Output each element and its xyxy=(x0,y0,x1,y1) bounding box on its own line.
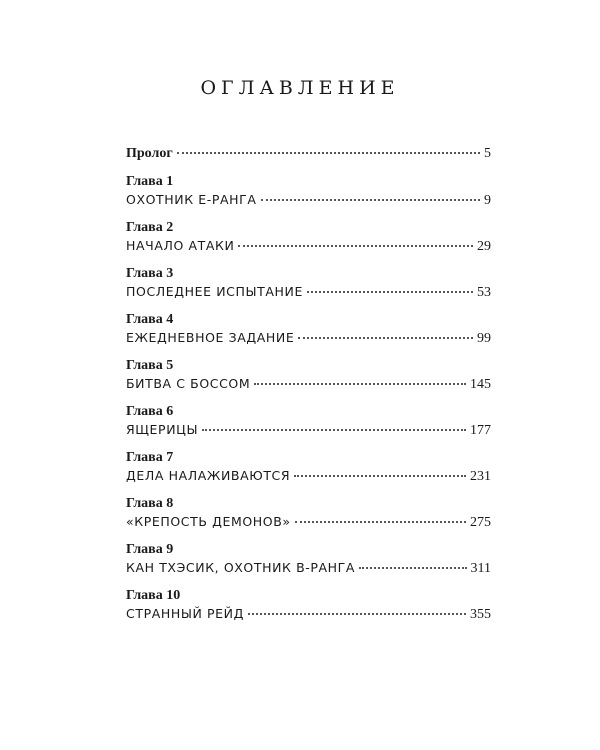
chapter-label: Глава 1 xyxy=(126,174,174,189)
page-number: 145 xyxy=(470,377,491,392)
chapter-label: Глава 5 xyxy=(126,358,174,373)
chapter-title: ЯЩЕРИЦЫ xyxy=(126,422,199,437)
chapter-label: Глава 9 xyxy=(126,542,174,557)
chapter-label: Глава 4 xyxy=(126,312,174,327)
page-number: 99 xyxy=(477,331,491,346)
toc-entry-chapter-1[interactable] xyxy=(126,174,491,220)
prologue-title: Пролог xyxy=(126,146,173,161)
chapter-title: НАЧАЛО АТАКИ xyxy=(126,238,235,253)
toc-entry-chapter-3[interactable] xyxy=(126,266,491,312)
chapter-title: КАН ТХЭСИК, ОХОТНИК В-РАНГА xyxy=(126,560,356,575)
toc-line xyxy=(126,422,491,438)
toc-line xyxy=(126,284,491,300)
toc-line xyxy=(126,606,491,622)
dot-leader xyxy=(177,152,480,154)
dot-leader xyxy=(298,337,473,339)
toc-line xyxy=(126,192,491,208)
chapter-title: ДЕЛА НАЛАЖИВАЮТСЯ xyxy=(126,468,291,483)
dot-leader xyxy=(295,521,466,523)
dot-leader xyxy=(248,613,466,615)
toc-entry-chapter-7[interactable] xyxy=(126,450,491,496)
chapter-title: «КРЕПОСТЬ ДЕМОНОВ» xyxy=(126,514,291,529)
chapter-title: СТРАННЫЙ РЕЙД xyxy=(126,606,244,621)
dot-leader xyxy=(359,567,466,569)
chapter-label: Глава 6 xyxy=(126,404,174,419)
toc-line xyxy=(126,514,491,530)
page-number: 5 xyxy=(484,146,491,161)
toc-entry-chapter-6[interactable] xyxy=(126,404,491,450)
chapter-label: Глава 7 xyxy=(126,450,174,465)
dot-leader xyxy=(254,383,466,385)
toc-entry-chapter-5[interactable] xyxy=(126,358,491,404)
toc-entry-chapter-8[interactable] xyxy=(126,496,491,542)
page-number: 53 xyxy=(477,285,491,300)
page-title: ОГЛАВЛЕНИЕ xyxy=(200,77,400,99)
toc-entry-chapter-2[interactable] xyxy=(126,220,491,266)
toc-entry-chapter-4[interactable] xyxy=(126,312,491,358)
dot-leader xyxy=(261,199,480,201)
page-number: 355 xyxy=(470,607,491,622)
toc-entry-chapter-10[interactable] xyxy=(126,588,491,634)
toc-line xyxy=(126,560,491,576)
toc-line xyxy=(126,330,491,346)
chapter-title: ПОСЛЕДНЕЕ ИСПЫТАНИЕ xyxy=(126,284,303,299)
dot-leader xyxy=(202,429,466,431)
toc-entry-prologue[interactable] xyxy=(126,146,491,174)
toc-line xyxy=(126,468,491,484)
chapter-label: Глава 10 xyxy=(126,588,181,603)
toc-line xyxy=(126,376,491,392)
dot-leader xyxy=(307,291,473,293)
toc-line xyxy=(126,238,491,254)
toc-line xyxy=(126,146,491,162)
chapter-title: ЕЖЕДНЕВНОЕ ЗАДАНИЕ xyxy=(126,330,295,345)
page-number: 177 xyxy=(470,423,491,438)
table-of-contents xyxy=(126,146,491,634)
dot-leader xyxy=(294,475,466,477)
page-number: 311 xyxy=(470,561,491,576)
page-number: 9 xyxy=(484,193,491,208)
toc-entry-chapter-9[interactable] xyxy=(126,542,491,588)
chapter-label: Глава 8 xyxy=(126,496,174,511)
chapter-label: Глава 3 xyxy=(126,266,174,281)
page-number: 231 xyxy=(470,469,491,484)
chapter-label: Глава 2 xyxy=(126,220,174,235)
page-number: 29 xyxy=(477,239,491,254)
dot-leader xyxy=(238,245,473,247)
chapter-title: ОХОТНИК Е-РАНГА xyxy=(126,192,257,207)
page-number: 275 xyxy=(470,515,491,530)
chapter-title: БИТВА С БОССОМ xyxy=(126,376,251,391)
